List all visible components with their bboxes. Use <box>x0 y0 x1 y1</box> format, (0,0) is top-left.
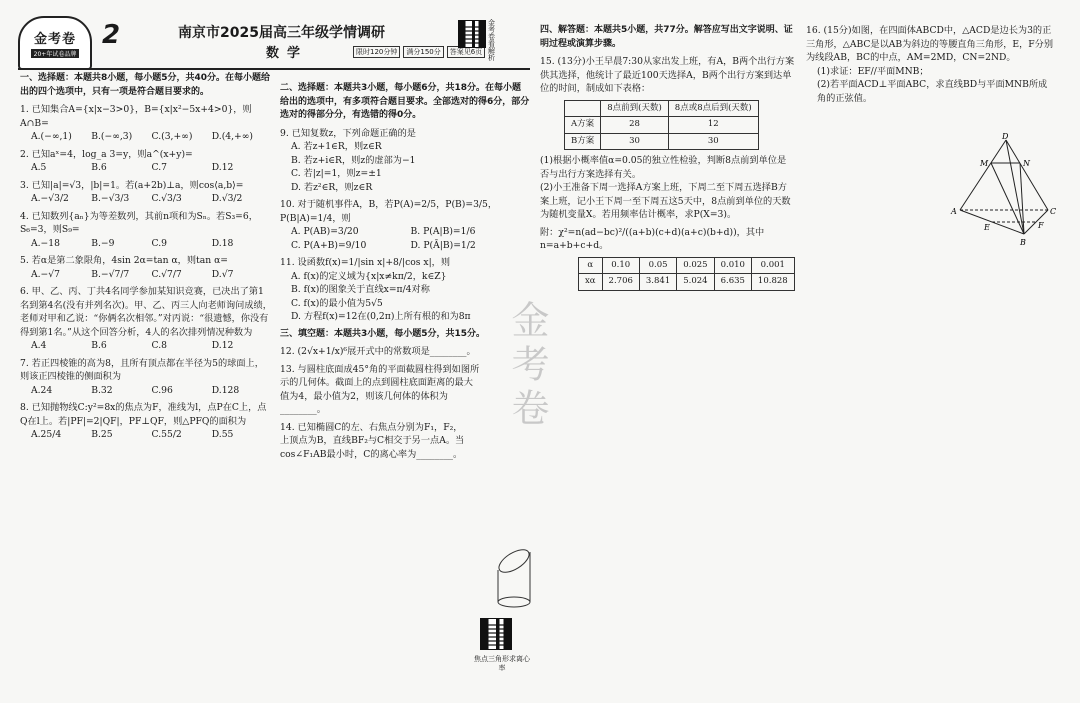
question-4-options: A.−18 B.−9 C.9 D.18 <box>31 237 234 249</box>
question-11-options: A. f(x)的定义域为{x|x≠kπ/2，k∈Z} B. f(x)的图象关于直线x=π/4对称 C. f(x)的最小值为5√5 D. 方程f(x)=12在(0,2π)上所有根的和为8π <box>291 270 471 322</box>
watermark: 金考卷 <box>505 300 549 432</box>
question-12: 12. (2√x+1/x)⁶展开式中的常数项是________。 <box>280 346 476 357</box>
qr-code-icon[interactable] <box>480 618 512 650</box>
question-3: 3. 已知|a|=√3，|b|=1。若(a+2b)⊥a，则cos⟨a,b⟩= <box>20 179 244 191</box>
question-16-part-2: (2)若平面ACD⊥平面ABC，求直线BD与平面MNB所成角的正弦值。 <box>817 79 1048 104</box>
critical-value-table: α 0.10 0.05 0.025 0.010 0.001 xα 2.706 3.841 5.024 6.635 10.828 <box>578 257 795 291</box>
question-6: 6. 甲、乙、丙、丁共4名同学参加某知识竞赛，已决出了第1名到第4名(没有并列名次)。甲、乙、丙三人向老师询问成绩，老师对甲和乙说：“你俩名次相邻。”对丙说：“很遗憾，你没有得到第1名。”从这个回答分析，4人的名次排列情况种数为 <box>20 286 272 338</box>
question-10-options: A. P(AB)=3/20 B. P(A|B)=1/6 C. P(A+B)=9/10 D. P(Ā|B)=1/2 <box>291 226 476 251</box>
section-2-heading: 二、选择题：本题共3小题，每小题6分，共18分。在每小题给出的选项中，有多项符合题目要求。全部选对的得6分，部分选对的得部分分，有选错的得0分。 <box>280 83 530 120</box>
column-1 <box>20 72 272 442</box>
question-5: 5. 若α是第二象限角，4sin 2α=tan α，则tan α= <box>20 255 228 266</box>
label-C: C <box>1050 207 1057 216</box>
subject-title: 数学 <box>266 46 309 61</box>
label-D: D <box>1002 132 1009 141</box>
question-2: 2. 已知aˣ=4，log_a 3=y，则a^(x+y)= <box>20 148 193 160</box>
question-13: 13. 与圆柱底面成45°角的平面截圆柱得到如图所示的几何体。截面上的点到圆柱底面距离的最大值为4，最小值为2，则该几何体的体积为________。 <box>280 363 480 415</box>
header <box>18 16 528 68</box>
label-M: M <box>980 159 989 168</box>
label-N: N <box>1023 159 1030 168</box>
question-11: 11. 设函数f(x)=1/|sin x|+8/|cos x|，则 <box>280 257 451 268</box>
column-2 <box>280 82 530 461</box>
label-B: B <box>1020 238 1026 247</box>
question-14: 14. 已知椭圆C的左、右焦点分别为F₁，F₂，上顶点为B，直线BF₂与C相交于另一点A。当cos∠F₁AB最小时，C的离心率为________。 <box>280 421 465 460</box>
qr-label: 金考卷 看解析 <box>488 19 495 62</box>
question-4: 4. 已知数列{aₙ}为等差数列，其前n项和为Sₙ。若S₃=6，S₆=3，则S₉= <box>20 210 258 235</box>
question-7-options: A.24 B.32 C.96 D.128 <box>31 384 240 396</box>
question-15: 15. (13分)小王早晨7:30从家出发上班，有A，B两个出行方案供其选择，他统计了最近100天选择A，B两个出行方案到达单位的时间，制成如下表格： <box>540 56 795 94</box>
q15-table: 8点前到(天数) 8点或8点后到(天数) A方案 28 12 B方案 30 30 <box>564 100 759 151</box>
column-3 <box>540 24 795 291</box>
question-7: 7. 若正四棱锥的高为8，且所有顶点都在半径为5的球面上，则该正四棱锥的侧面积为 <box>20 357 264 382</box>
question-8: 8. 已知抛物线C:y²=8x的焦点为F，准线为l，点P在C上，点Q在l上。若|PF|=2|QF|，PF⊥QF，则△PFQ的面积为 <box>20 402 267 427</box>
section-1-heading: 一、选择题：本题共8小题，每小题5分，共40分。在每小题给出的四个选项中，只有一项是符合题目要求的。 <box>20 73 271 97</box>
section-4-heading: 四、解答题：本题共5小题，共77分。解答应写出文字说明、证明过程或演算步骤。 <box>540 25 793 49</box>
question-5-options: A.−√7 B.−√7/7 C.√7/7 D.√7 <box>31 268 234 280</box>
cylinder-figure <box>494 540 534 610</box>
question-15-part-1: (1)根据小概率值α=0.05的独立性检验，判断8点前到单位是否与出行方案选择有关。 <box>540 155 787 180</box>
label-E: E <box>984 223 990 232</box>
question-3-options: A.−√3/2 B.−√3/3 C.√3/3 D.√3/2 <box>31 193 243 204</box>
question-1-options: A.(−∞,1) B.(−∞,3) C.(3,+∞) D.(4,+∞) <box>31 131 253 142</box>
qr-code-icon[interactable] <box>458 20 486 48</box>
question-6-options: A.4 B.6 C.8 D.12 <box>31 340 234 351</box>
logo: 金考卷 20+年试卷品牌 <box>18 16 92 70</box>
question-16: 16. (15分)如图，在四面体ABCD中，△ACD是边长为3的正三角形，△ABC是以AB为斜边的等腰直角三角形，E，F分别为线段AB，BC的中点，AM=2MD，CN=2ND。 <box>806 25 1054 63</box>
question-10: 10. 对于随机事件A，B，若P(A)=2/5，P(B)=3/5，P(B|A)=1/4，则 <box>280 199 498 224</box>
tetrahedron-figure <box>950 130 1060 250</box>
question-16-part-1: (1)求证：EF//平面MNB； <box>817 65 929 77</box>
header-divider <box>18 68 530 70</box>
question-9-options: A. 若z+1∈R，则z∈R B. 若z+i∈R，则z的虚部为−1 C. 若|z|=1，则z=±1 D. 若z²∈R，则z∈R <box>291 141 416 193</box>
section-3-heading: 三、填空题：本题共3小题，每小题5分，共15分。 <box>280 328 486 339</box>
column-4 <box>806 24 1056 105</box>
question-15-part-2: (2)小王准备下周一选择A方案上班，下周二至下周五选择B方案上班，记小王下周一至下周五这5天中，8点前到单位的天数为随机变量X。若用频率估计概率，求P(X=3)。 <box>540 182 791 220</box>
paper-title: 南京市2025届高三年级学情调研 <box>178 25 385 41</box>
paper-number: 2 <box>102 20 121 50</box>
exam-meta: 限时120分钟 满分150分 答案见6页 <box>353 46 485 58</box>
label-F: F <box>1038 221 1044 230</box>
chi-square-formula: 附：χ²=n(ad−bc)²/((a+b)(c+d)(a+c)(b+d))，其中n=a+b+c+d。 <box>540 226 765 251</box>
question-1: 1. 已知集合A={x|x−3>0}，B={x|x²−5x+4>0}，则A∩B= <box>20 104 252 129</box>
qr-caption: 焦点三角形求离心率 <box>474 655 530 672</box>
question-8-options: A.25/4 B.25 C.55/2 D.55 <box>31 429 234 440</box>
label-A: A <box>951 207 957 216</box>
question-2-options: A.5 B.6 C.7 D.12 <box>31 162 234 173</box>
question-9: 9. 已知复数z，下列命题正确的是 <box>280 127 416 139</box>
